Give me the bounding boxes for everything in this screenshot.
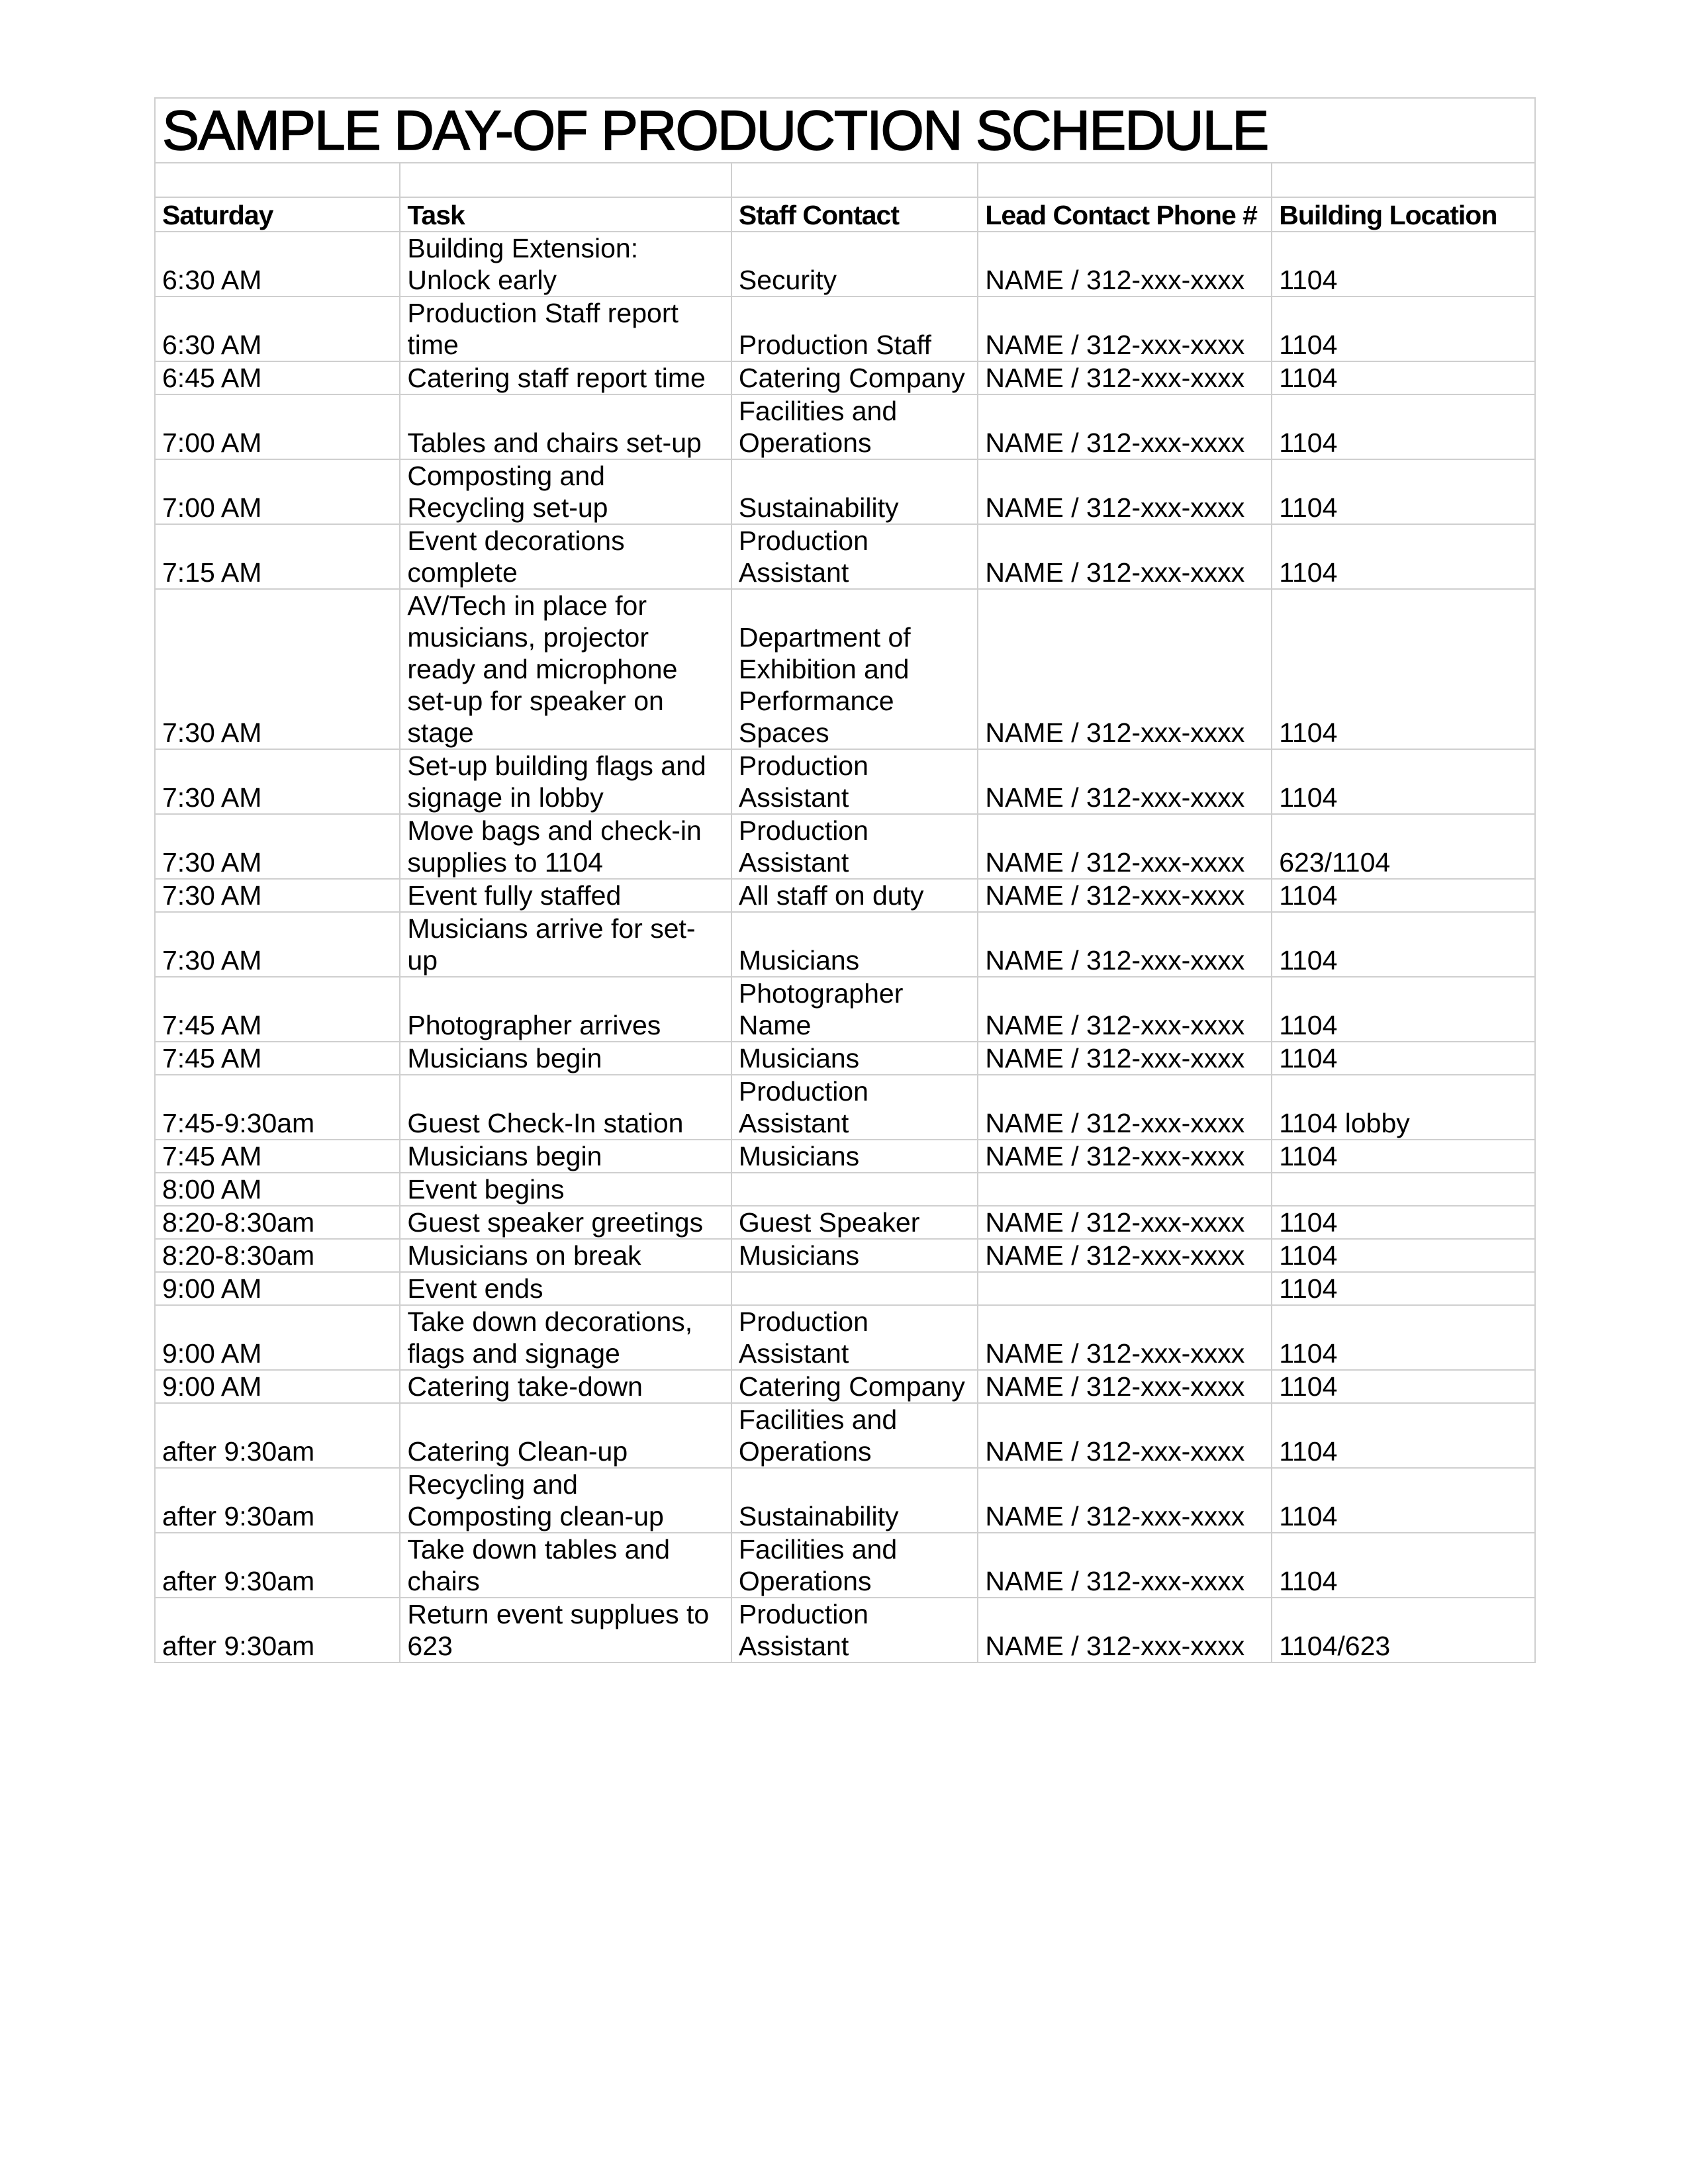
staff-contact-cell: Production Assistant	[731, 1075, 978, 1140]
staff-contact-cell: Sustainability	[731, 1468, 978, 1533]
time-cell: 7:30 AM	[155, 814, 400, 879]
table-row	[155, 1533, 1535, 1598]
table-row	[155, 1140, 1535, 1173]
task-cell: Guest speaker greetings	[400, 1206, 731, 1239]
blank-cell	[400, 163, 731, 197]
time-cell: 7:30 AM	[155, 912, 400, 977]
time-cell: 7:45-9:30am	[155, 1075, 400, 1140]
table-row	[155, 589, 1535, 749]
task-cell: Take down decorations, flags and signage	[400, 1305, 731, 1370]
phone-cell: NAME / 312-xxx-xxxx	[978, 1468, 1272, 1533]
location-cell: 1104	[1272, 524, 1535, 589]
staff-contact-cell: Production Assistant	[731, 749, 978, 814]
phone-cell: NAME / 312-xxx-xxxx	[978, 361, 1272, 394]
header-phone: Lead Contact Phone #	[978, 197, 1272, 232]
location-cell: 1104	[1272, 296, 1535, 361]
title-row	[155, 98, 1535, 163]
task-cell: Take down tables and chairs	[400, 1533, 731, 1598]
header-task: Task	[400, 197, 731, 232]
table-row	[155, 1272, 1535, 1305]
location-cell: 1104	[1272, 1206, 1535, 1239]
staff-contact-cell: Musicians	[731, 1140, 978, 1173]
task-cell: Musicians begin	[400, 1140, 731, 1173]
location-cell: 1104	[1272, 912, 1535, 977]
blank-cell	[155, 163, 400, 197]
schedule-sheet	[154, 97, 1536, 1663]
phone-cell: NAME / 312-xxx-xxxx	[978, 1403, 1272, 1468]
staff-contact-cell: Musicians	[731, 1042, 978, 1075]
phone-cell	[978, 1173, 1272, 1206]
task-cell: Tables and chairs set-up	[400, 394, 731, 459]
time-cell: 7:30 AM	[155, 589, 400, 749]
location-cell: 1104	[1272, 361, 1535, 394]
phone-cell: NAME / 312-xxx-xxxx	[978, 912, 1272, 977]
location-cell: 1104	[1272, 1239, 1535, 1272]
header-staff-contact: Staff Contact	[731, 197, 978, 232]
staff-contact-cell: Sustainability	[731, 459, 978, 524]
schedule-table	[154, 97, 1536, 1663]
page-title: SAMPLE DAY-OF PRODUCTION SCHEDULE	[155, 98, 1535, 163]
staff-contact-cell: All staff on duty	[731, 879, 978, 912]
time-cell: 6:30 AM	[155, 232, 400, 296]
blank-row	[155, 163, 1535, 197]
time-cell: 6:30 AM	[155, 296, 400, 361]
table-row	[155, 394, 1535, 459]
task-cell: Return event supplues to 623	[400, 1598, 731, 1662]
table-row	[155, 1042, 1535, 1075]
phone-cell	[978, 1272, 1272, 1305]
time-cell: 7:45 AM	[155, 977, 400, 1042]
location-cell: 1104	[1272, 1272, 1535, 1305]
location-cell: 1104 lobby	[1272, 1075, 1535, 1140]
task-cell: Event ends	[400, 1272, 731, 1305]
location-cell: 1104	[1272, 459, 1535, 524]
table-row	[155, 1305, 1535, 1370]
phone-cell: NAME / 312-xxx-xxxx	[978, 1533, 1272, 1598]
time-cell: 7:45 AM	[155, 1140, 400, 1173]
phone-cell: NAME / 312-xxx-xxxx	[978, 879, 1272, 912]
task-cell: Set-up building flags and signage in lobby	[400, 749, 731, 814]
phone-cell: NAME / 312-xxx-xxxx	[978, 232, 1272, 296]
staff-contact-cell: Musicians	[731, 1239, 978, 1272]
table-row	[155, 361, 1535, 394]
table-row	[155, 524, 1535, 589]
phone-cell: NAME / 312-xxx-xxxx	[978, 459, 1272, 524]
phone-cell: NAME / 312-xxx-xxxx	[978, 814, 1272, 879]
task-cell: Recycling and Composting clean-up	[400, 1468, 731, 1533]
location-cell: 1104	[1272, 749, 1535, 814]
staff-contact-cell	[731, 1173, 978, 1206]
table-row	[155, 879, 1535, 912]
task-cell: Composting and Recycling set-up	[400, 459, 731, 524]
task-cell: Production Staff report time	[400, 296, 731, 361]
staff-contact-cell	[731, 1272, 978, 1305]
location-cell: 1104/623	[1272, 1598, 1535, 1662]
task-cell: AV/Tech in place for musicians, projector ready and microphone set-up for speaker on stage	[400, 589, 731, 749]
table-row	[155, 912, 1535, 977]
task-cell: Event begins	[400, 1173, 731, 1206]
task-cell: Catering take-down	[400, 1370, 731, 1403]
location-cell: 1104	[1272, 1403, 1535, 1468]
phone-cell: NAME / 312-xxx-xxxx	[978, 524, 1272, 589]
task-cell: Musicians begin	[400, 1042, 731, 1075]
staff-contact-cell: Facilities and Operations	[731, 1533, 978, 1598]
task-cell: Guest Check-In station	[400, 1075, 731, 1140]
header-day: Saturday	[155, 197, 400, 232]
time-cell: 8:20-8:30am	[155, 1206, 400, 1239]
task-cell: Photographer arrives	[400, 977, 731, 1042]
phone-cell: NAME / 312-xxx-xxxx	[978, 1140, 1272, 1173]
location-cell: 1104	[1272, 1533, 1535, 1598]
time-cell: after 9:30am	[155, 1403, 400, 1468]
location-cell: 1104	[1272, 879, 1535, 912]
time-cell: 7:15 AM	[155, 524, 400, 589]
task-cell: Move bags and check-in supplies to 1104	[400, 814, 731, 879]
phone-cell: NAME / 312-xxx-xxxx	[978, 394, 1272, 459]
phone-cell: NAME / 312-xxx-xxxx	[978, 1206, 1272, 1239]
time-cell: 7:00 AM	[155, 459, 400, 524]
table-row	[155, 1075, 1535, 1140]
task-cell: Event fully staffed	[400, 879, 731, 912]
location-cell: 1104	[1272, 589, 1535, 749]
table-row	[155, 814, 1535, 879]
staff-contact-cell: Production Assistant	[731, 1305, 978, 1370]
header-row	[155, 197, 1535, 232]
staff-contact-cell: Production Assistant	[731, 814, 978, 879]
staff-contact-cell: Security	[731, 232, 978, 296]
blank-cell	[978, 163, 1272, 197]
header-location: Building Location	[1272, 197, 1535, 232]
blank-cell	[1272, 163, 1535, 197]
staff-contact-cell: Production Assistant	[731, 524, 978, 589]
staff-contact-cell: Department of Exhibition and Performance Spaces	[731, 589, 978, 749]
table-row	[155, 1598, 1535, 1662]
task-cell: Musicians on break	[400, 1239, 731, 1272]
time-cell: 8:00 AM	[155, 1173, 400, 1206]
staff-contact-cell: Catering Company	[731, 1370, 978, 1403]
task-cell: Musicians arrive for set-up	[400, 912, 731, 977]
location-cell: 623/1104	[1272, 814, 1535, 879]
location-cell: 1104	[1272, 1370, 1535, 1403]
time-cell: after 9:30am	[155, 1598, 400, 1662]
time-cell: 6:45 AM	[155, 361, 400, 394]
location-cell: 1104	[1272, 1042, 1535, 1075]
phone-cell: NAME / 312-xxx-xxxx	[978, 1239, 1272, 1272]
location-cell: 1104	[1272, 1140, 1535, 1173]
time-cell: after 9:30am	[155, 1468, 400, 1533]
table-row	[155, 1206, 1535, 1239]
time-cell: 9:00 AM	[155, 1272, 400, 1305]
phone-cell: NAME / 312-xxx-xxxx	[978, 1370, 1272, 1403]
time-cell: 9:00 AM	[155, 1370, 400, 1403]
time-cell: 8:20-8:30am	[155, 1239, 400, 1272]
task-cell: Catering Clean-up	[400, 1403, 731, 1468]
phone-cell: NAME / 312-xxx-xxxx	[978, 1598, 1272, 1662]
time-cell: 9:00 AM	[155, 1305, 400, 1370]
table-row	[155, 296, 1535, 361]
blank-cell	[731, 163, 978, 197]
staff-contact-cell: Photographer Name	[731, 977, 978, 1042]
task-cell: Building Extension: Unlock early	[400, 232, 731, 296]
location-cell: 1104	[1272, 232, 1535, 296]
time-cell: 7:30 AM	[155, 749, 400, 814]
table-row	[155, 1173, 1535, 1206]
location-cell: 1104	[1272, 977, 1535, 1042]
staff-contact-cell: Production Staff	[731, 296, 978, 361]
time-cell: 7:00 AM	[155, 394, 400, 459]
phone-cell: NAME / 312-xxx-xxxx	[978, 589, 1272, 749]
time-cell: 7:30 AM	[155, 879, 400, 912]
location-cell: 1104	[1272, 1468, 1535, 1533]
location-cell: 1104	[1272, 394, 1535, 459]
staff-contact-cell: Catering Company	[731, 361, 978, 394]
table-row	[155, 459, 1535, 524]
table-row	[155, 749, 1535, 814]
phone-cell: NAME / 312-xxx-xxxx	[978, 296, 1272, 361]
location-cell: 1104	[1272, 1305, 1535, 1370]
staff-contact-cell: Musicians	[731, 912, 978, 977]
phone-cell: NAME / 312-xxx-xxxx	[978, 1042, 1272, 1075]
table-row	[155, 1370, 1535, 1403]
table-row	[155, 1468, 1535, 1533]
staff-contact-cell: Facilities and Operations	[731, 1403, 978, 1468]
phone-cell: NAME / 312-xxx-xxxx	[978, 749, 1272, 814]
phone-cell: NAME / 312-xxx-xxxx	[978, 977, 1272, 1042]
staff-contact-cell: Production Assistant	[731, 1598, 978, 1662]
staff-contact-cell: Guest Speaker	[731, 1206, 978, 1239]
task-cell: Catering staff report time	[400, 361, 731, 394]
task-cell: Event decorations complete	[400, 524, 731, 589]
phone-cell: NAME / 312-xxx-xxxx	[978, 1305, 1272, 1370]
time-cell: after 9:30am	[155, 1533, 400, 1598]
location-cell	[1272, 1173, 1535, 1206]
table-row	[155, 977, 1535, 1042]
staff-contact-cell: Facilities and Operations	[731, 394, 978, 459]
table-row	[155, 1239, 1535, 1272]
table-row	[155, 1403, 1535, 1468]
time-cell: 7:45 AM	[155, 1042, 400, 1075]
phone-cell: NAME / 312-xxx-xxxx	[978, 1075, 1272, 1140]
table-row	[155, 232, 1535, 296]
